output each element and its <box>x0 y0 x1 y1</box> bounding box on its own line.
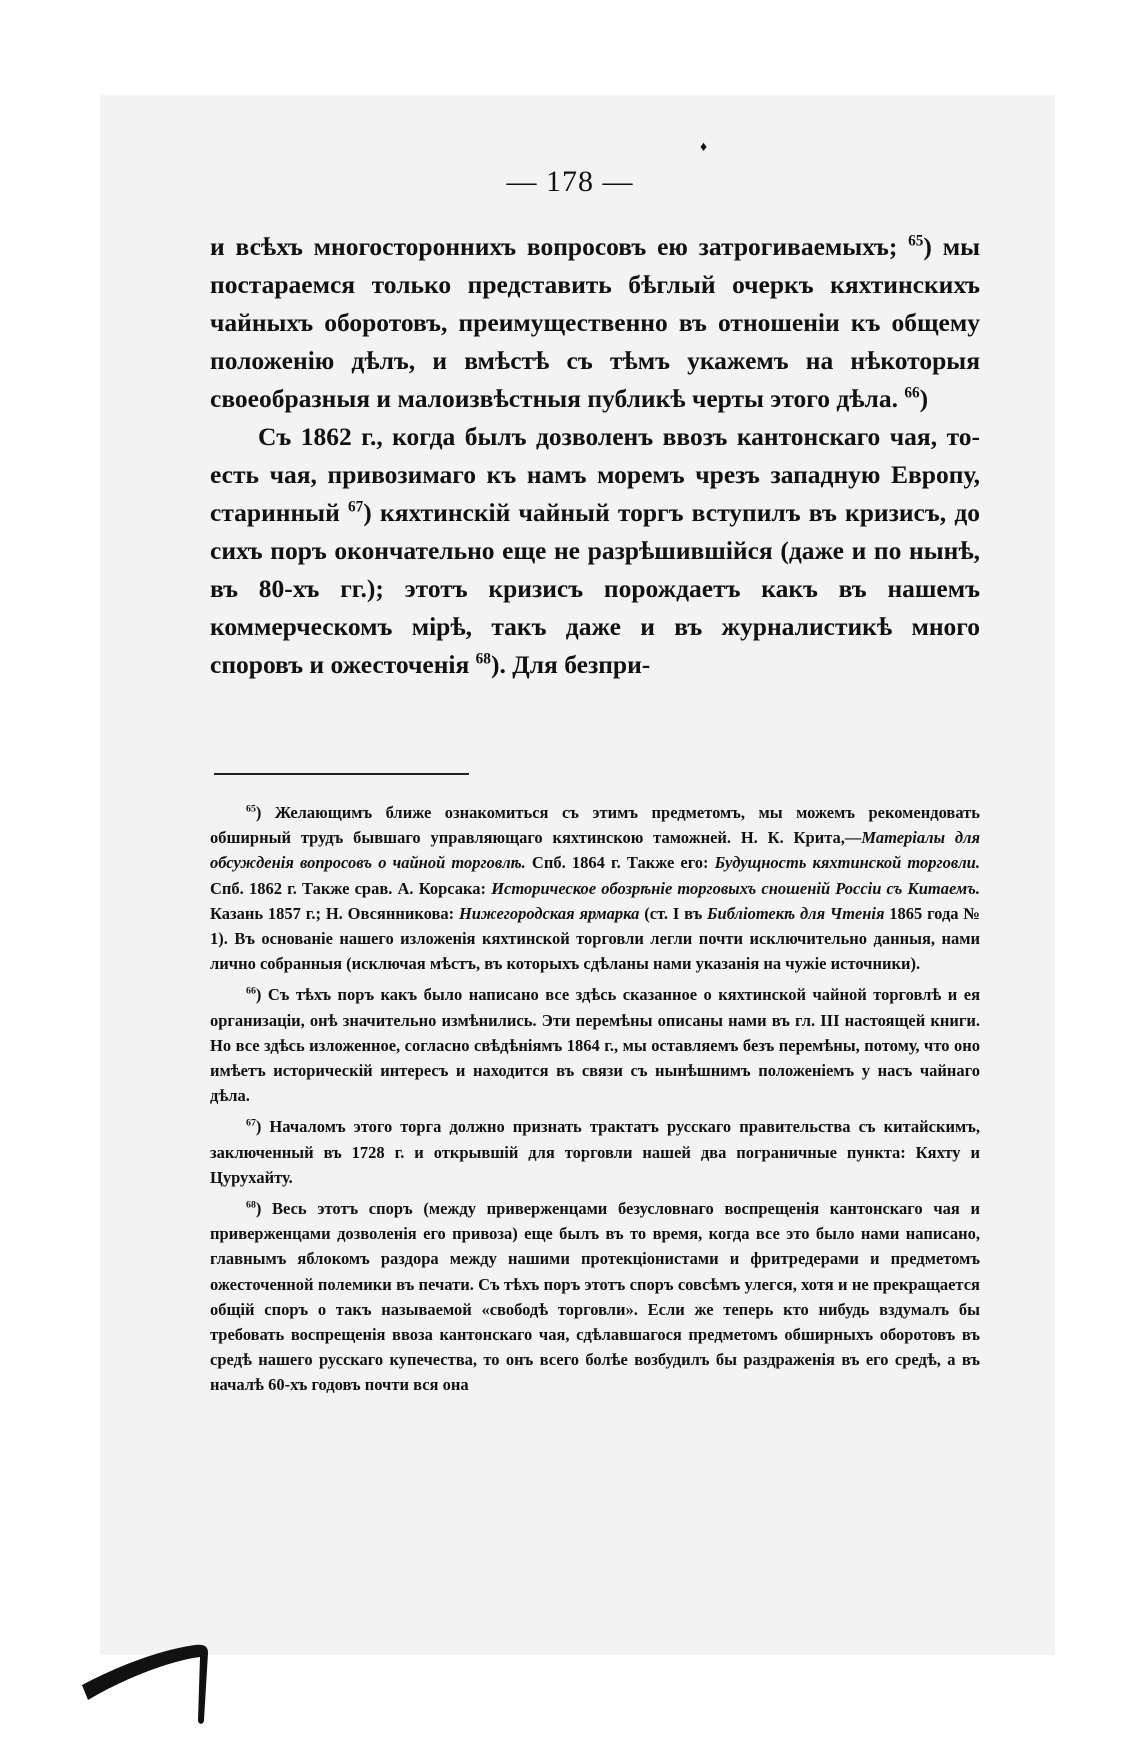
footnote-number: 68 <box>246 1199 256 1211</box>
footnote-ref-65[interactable]: 65 <box>908 232 924 250</box>
footnote-ref-67[interactable]: 67 <box>348 498 364 516</box>
paragraph-1: и всѣхъ многостороннихъ вопросовъ ею затрогиваемыхъ; $^{65}$) мы постараемся только представить бѣглый очеркъ кяхтинскихъ чайныхъ оборотовъ, преимущественно въ отношеніи къ общему положенію дѣлъ, и вмѣстѣ съ тѣмъ укажемъ на нѣкоторыя своеобразныя и малоизвѣстныя публикѣ черты этого дѣла. $^{66}$) <box>210 232 980 413</box>
ink-mark-icon <box>80 1625 230 1735</box>
margin-mark: ♦ <box>700 140 708 155</box>
footnote-divider <box>214 773 469 775</box>
footnotes <box>210 800 980 1404</box>
footnote-number: 67 <box>246 1117 256 1129</box>
footnote-number: 66 <box>246 985 256 997</box>
footnote-ref-68[interactable]: 68 <box>475 650 491 668</box>
footnote-66: $^{66}$) Съ тѣхъ поръ какъ было написано все здѣсь сказанное о кяхтинской чайной торговлѣ и ея организаціи, онѣ значительно измѣнились. Эти перемѣны описаны нами въ гл. III настоящей книги. Но все здѣсь изложенное, согласно свѣдѣніямъ 1864 г., мы оставляемъ безъ перемѣны, потому, что оно имѣетъ историческій интересъ и находится въ связи съ нынѣшнимъ положеніемъ у насъ чайнаго дѣла. <box>210 985 980 1106</box>
footnote-number: 65 <box>246 803 256 815</box>
footnote-ref-66[interactable]: 66 <box>904 384 920 402</box>
footnote-68: $^{68}$) Весь этотъ споръ (между приверженцами безусловнаго воспрещенія кантонскаго чая и приверженцами дозволенія его привоза) еще былъ въ то время, когда все это было нами написано, главнымъ яблокомъ раздора между нашими протекціонистами и фритредерами и предметомъ ожесточенной полемики въ печати. Съ тѣхъ поръ этотъ споръ совсѣмъ улегся, хотя и не прекращается общій споръ о такъ называемой «свободѣ торговли». Если же теперь кто нибудь вздумалъ бы требовать воспрещенія ввоза кантонскаго чая, сдѣлавшагося предметомъ обширныхъ оборотовъ въ средѣ нашего русскаго купечества, то онъ всего болѣе возбудилъ бы раздраженія въ его средѣ, а въ началѣ 60-хъ годовъ почти вся она <box>210 1199 980 1395</box>
main-text <box>210 228 980 684</box>
paragraph-2: Съ 1862 г., когда былъ дозволенъ ввозъ кантонскаго чая, то-есть чая, привозимаго къ намъ моремъ чрезъ западную Европу, старинный $^{67}$) кяхтинскій чайный торгъ вступилъ въ кризисъ, до сихъ поръ окончательно еще не разрѣшившійся (даже и по нынѣ, въ 80-хъ гг.); этотъ кризисъ порождаетъ какъ въ нашемъ коммерческомъ мірѣ, такъ даже и въ журналистикѣ много споровъ и ожесточенія $^{68}$). Для безпри- <box>210 422 980 679</box>
footnote-65: $^{65}$) Желающимъ ближе ознакомиться съ этимъ предметомъ, мы можемъ рекомендовать обширный трудъ бывшаго управляющаго кяхтинскою таможней. Н. К. Крита,—Матеріалы для обсужденія вопросовъ о чайной торговлѣ. Спб. 1864 г. Также его: Будущность кяхтинской торговли. Спб. 1862 г. Также срав. А. Корсака: Историческое обозрѣніе торговыхъ сношеній Россіи съ Китаемъ. Казань 1857 г.; Н. Овсянникова: Нижегородская ярмарка (ст. I въ Библіотекѣ для Чтенія 1865 года № 1). Въ основаніе нашего изложенія кяхтинской торговли легли почти исключительно данныя, нами лично собранныя (исключая мѣстъ, въ которыхъ сдѣланы нами указанія на чужіе источники). <box>210 803 980 974</box>
footnote-67: $^{67}$) Началомъ этого торга должно признать трактатъ русскаго правительства съ китайскимъ, заключенный въ 1728 г. и открывшій для торговли нашей два пограничные пункта: Кяхту и Цурухайту. <box>210 1117 980 1187</box>
page-number: — 178 — <box>506 165 634 198</box>
